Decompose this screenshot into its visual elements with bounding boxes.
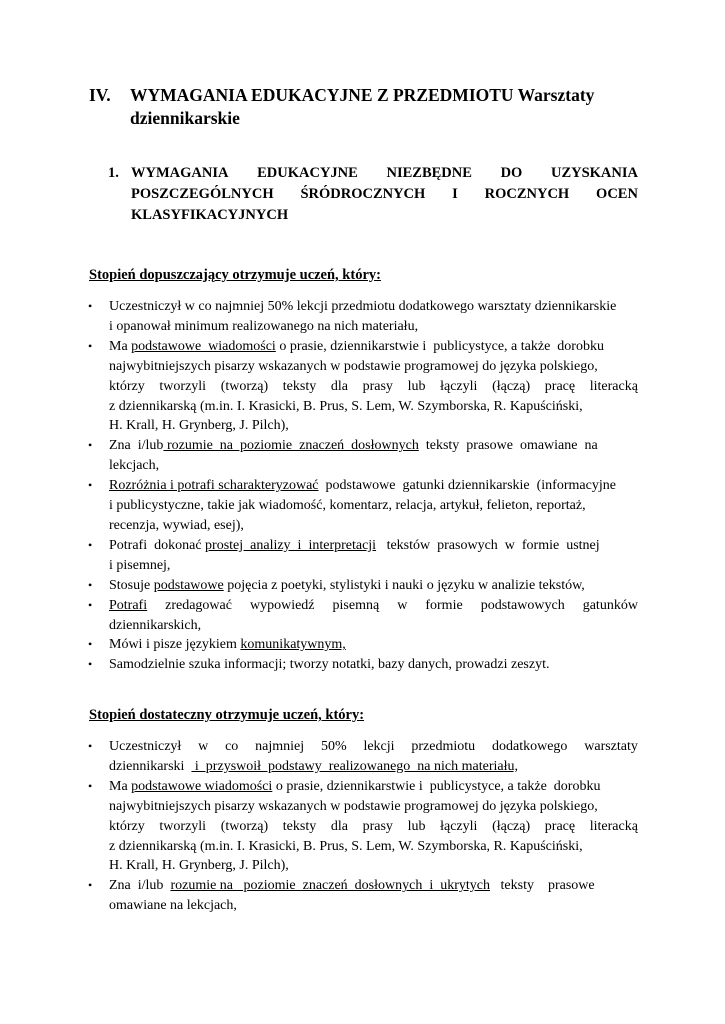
text-line xyxy=(109,436,638,456)
text: o prasie, dziennikarstwie i publicystyce, a także dorobku xyxy=(275,338,604,354)
word: lub xyxy=(407,378,426,394)
underlined-text: i przyswoił podstawy realizowanego na nich materiału, xyxy=(191,758,518,774)
word: gatunków xyxy=(582,597,638,613)
section-title-line-1 xyxy=(131,163,638,184)
word: I xyxy=(452,186,458,202)
word: łączyli xyxy=(440,818,478,834)
word: KLASYFIKACYJNYCH xyxy=(131,207,289,223)
text-line xyxy=(109,635,638,655)
text-line: i publicystyczne, takie jak wiadomość, komentarz, relacja, artykuł, felieton, reportaż, xyxy=(109,498,586,514)
list-item xyxy=(89,436,638,476)
text-line: recenzja, wywiad, esej), xyxy=(109,517,244,533)
section-title-line-2 xyxy=(131,184,638,205)
word: podstawowych xyxy=(480,597,565,613)
bullet-icon: • xyxy=(88,739,93,753)
text: Ma xyxy=(109,778,132,794)
bullet-icon: • xyxy=(88,597,93,612)
bullet-icon: • xyxy=(88,878,93,893)
text-line: i opanował minimum realizowanego na nich materiału, xyxy=(109,318,419,334)
word: tworzyli xyxy=(159,818,207,834)
list-item xyxy=(89,655,638,675)
text-line: najwybitniejszych pisarzy wskazanych w podstawie programowej do języka polskiego, xyxy=(109,798,598,814)
text: podstawowe gatunki dziennikarskie (informacyjne xyxy=(318,478,616,494)
grade-requirements-list-1 xyxy=(89,297,638,675)
word: (tworzą) xyxy=(220,818,269,834)
list-item xyxy=(89,297,638,337)
word: dla xyxy=(330,378,348,394)
bullet-icon: • xyxy=(88,338,93,353)
text: Ma xyxy=(109,338,132,354)
word: EDUKACYJNE xyxy=(257,165,358,181)
list-item xyxy=(89,476,638,536)
word: ROCZNYCH xyxy=(484,186,570,202)
word: dla xyxy=(330,818,348,834)
word: w xyxy=(198,739,209,754)
word: (tworzą) xyxy=(220,378,269,394)
word: teksty xyxy=(282,818,317,834)
bullet-icon: • xyxy=(88,438,93,453)
word: warsztaty xyxy=(584,739,638,754)
underlined-text: rozumie na poziomie znaczeń dosłownych xyxy=(163,438,419,454)
word: tworzyli xyxy=(159,378,207,394)
word: w xyxy=(397,597,408,613)
word: Uczestniczył xyxy=(109,739,182,754)
text-line xyxy=(109,476,638,496)
list-item xyxy=(89,876,638,916)
text-line: i pisemnej, xyxy=(109,557,171,573)
word: UZYSKANIA xyxy=(550,165,638,181)
underlined-text: podstawowe wiadomości xyxy=(131,338,276,354)
chapter-title-line-2: dziennikarskie xyxy=(130,108,240,128)
bullet-icon: • xyxy=(88,637,93,652)
word: pracę xyxy=(544,818,576,834)
text: Stosuje xyxy=(109,577,154,593)
word: literacką xyxy=(589,818,638,834)
section-title-line-3 xyxy=(131,205,638,226)
list-item xyxy=(89,737,638,777)
text: Potrafi dokonać xyxy=(109,537,206,553)
text-line-justified xyxy=(109,377,638,397)
text: Zna i/lub xyxy=(109,438,164,454)
text: o prasie, dziennikarstwie i publicystyce, a także dorobku xyxy=(272,778,601,794)
word: formie xyxy=(425,597,463,613)
word: przedmiotu xyxy=(411,739,476,754)
word: lub xyxy=(407,818,426,834)
word: (łączą) xyxy=(492,818,531,834)
list-item xyxy=(89,635,638,655)
word: pisemną xyxy=(332,597,380,613)
text: Zna i/lub xyxy=(109,878,171,894)
word: (łączą) xyxy=(492,378,531,394)
word: lekcji xyxy=(363,739,395,754)
list-item xyxy=(89,777,638,877)
word: prasy xyxy=(362,378,393,394)
word: dodatkowego xyxy=(491,739,568,754)
grade-heading-dostateczny: Stopień dostateczny otrzymuje uczeń, który: xyxy=(89,707,365,723)
text-line: lekcjach, xyxy=(109,458,160,474)
bullet-icon: • xyxy=(88,478,93,493)
bullet-icon: • xyxy=(88,537,93,552)
word: ŚRÓDROCZNYCH xyxy=(300,186,426,202)
text-line: z dziennikarską (m.in. I. Krasicki, B. Prus, S. Lem, W. Szymborska, R. Kapuściński, xyxy=(109,398,583,414)
word: NIEZBĘDNE xyxy=(386,165,472,181)
text-line: najwybitniejszych pisarzy wskazanych w podstawie programowej do języka polskiego, xyxy=(109,358,598,374)
text-line: dziennikarskich, xyxy=(109,617,202,633)
word: POSZCZEGÓLNYCH xyxy=(131,186,274,202)
list-item xyxy=(89,337,638,437)
text-line: Uczestniczył w co najmniej 50% lekcji przedmiotu dodatkowego warsztaty dziennikarskie xyxy=(109,299,617,314)
bullet-icon: • xyxy=(88,657,93,672)
word: co xyxy=(225,739,239,754)
underlined-text: komunikatywnym, xyxy=(240,637,346,653)
chapter-title-line-1: WYMAGANIA EDUKACYJNE Z PRZEDMIOTU Warsztaty xyxy=(130,85,595,105)
list-item xyxy=(89,576,638,596)
text: teksty prasowe omawiane na xyxy=(418,438,598,454)
underlined-text: Rozróżnia i potrafi scharakteryzować xyxy=(109,478,319,494)
word: prasy xyxy=(362,818,393,834)
chapter-number: IV. xyxy=(89,85,111,105)
text: dziennikarski xyxy=(109,758,192,774)
underlined-text: podstawowe xyxy=(153,577,224,593)
bullet-icon: • xyxy=(88,778,93,793)
text-line: z dziennikarską (m.in. I. Krasicki, B. Prus, S. Lem, W. Szymborska, R. Kapuściński, xyxy=(109,838,583,854)
bullet-icon: • xyxy=(88,299,93,313)
text-line xyxy=(109,757,638,777)
list-item xyxy=(89,596,638,636)
word: wypowiedź xyxy=(249,597,315,613)
underlined-text: rozumie na poziomie znaczeń dosłownych i ukrytych xyxy=(170,878,491,894)
list-item xyxy=(89,536,638,576)
underlined-text: Potrafi xyxy=(109,597,148,613)
text-line xyxy=(109,576,638,596)
text-line: Samodzielnie szuka informacji; tworzy notatki, bazy danych, prowadzi zeszyt. xyxy=(109,657,550,673)
text-line xyxy=(109,876,638,896)
text-line xyxy=(109,777,638,797)
text-line: omawiane na lekcjach, xyxy=(109,898,237,914)
word: OCEN xyxy=(596,186,638,202)
text-line: H. Krall, H. Grynberg, J. Pilch), xyxy=(109,858,289,874)
underlined-text: podstawowe wiadomości xyxy=(131,778,273,794)
word: najmniej xyxy=(255,739,305,754)
word: literacką xyxy=(589,378,638,394)
text-line: H. Krall, H. Grynberg, J. Pilch), xyxy=(109,418,289,434)
bullet-icon: • xyxy=(88,577,93,592)
word: pracę xyxy=(544,378,576,394)
text-line-justified xyxy=(109,737,638,757)
word: WYMAGANIA xyxy=(131,165,229,181)
word: teksty xyxy=(282,378,317,394)
text-line xyxy=(109,337,638,357)
text: tekstów prasowych w formie ustnej xyxy=(376,537,600,553)
text-line-justified xyxy=(109,596,638,616)
word: DO xyxy=(500,165,523,181)
grade-heading-dopuszczajacy: Stopień dopuszczający otrzymuje uczeń, który: xyxy=(89,267,381,283)
word: którzy xyxy=(109,378,145,394)
word: którzy xyxy=(109,818,145,834)
text-line-justified xyxy=(109,817,638,837)
text: Mówi i pisze językiem xyxy=(109,637,241,653)
word: 50% xyxy=(320,739,347,754)
text: pojęcia z poetyki, stylistyki i nauki o języku w analizie tekstów, xyxy=(223,577,585,593)
text: teksty prasowe xyxy=(490,878,595,894)
word: łączyli xyxy=(440,378,478,394)
word: zredagować xyxy=(165,597,232,613)
underlined-text: prostej analizy i interpretacji xyxy=(205,537,377,553)
section-number: 1. xyxy=(108,165,119,181)
grade-requirements-list-2 xyxy=(89,737,638,916)
text-line xyxy=(109,536,638,556)
